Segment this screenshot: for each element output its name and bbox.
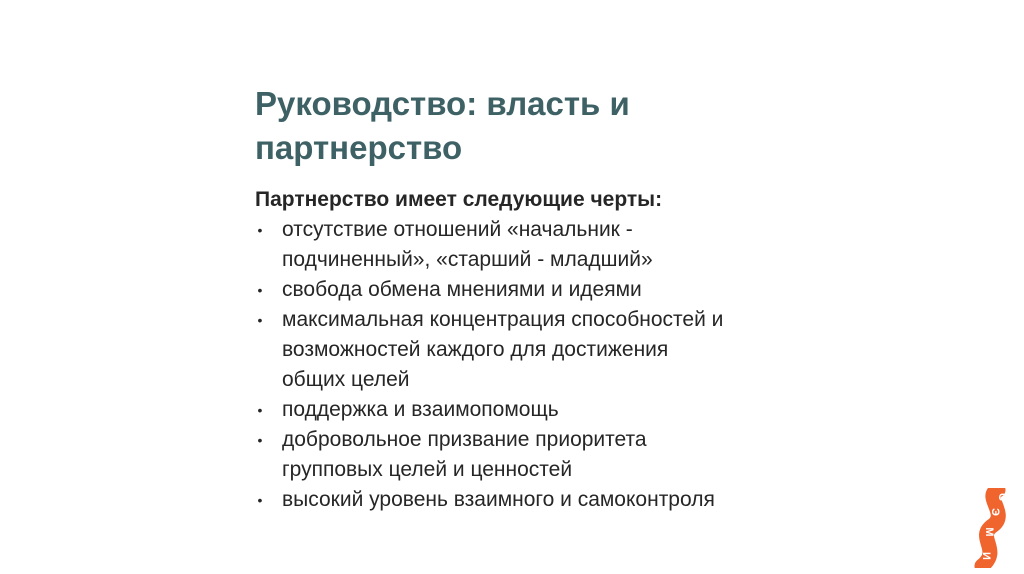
bullet-dot-icon: • — [257, 432, 263, 448]
bullet-dot-icon: • — [257, 492, 263, 508]
logo-letter: М — [983, 527, 996, 537]
bullet-item — [255, 305, 835, 395]
bullet-line: отсутствие отношений «начальник - — [282, 218, 633, 241]
bullet-text — [282, 395, 835, 425]
bullet-line: общих целей — [282, 368, 410, 391]
bullet-dot-icon: • — [257, 222, 263, 238]
bullet-line: свобода обмена мнениями и идеями — [282, 278, 642, 301]
bullet-item — [255, 395, 835, 425]
bullet-line: высокий уровень взаимного и самоконтроля — [282, 488, 715, 511]
bullet-line: добровольное призвание приоритета — [282, 428, 647, 451]
bullet-text — [282, 425, 835, 485]
bullet-dot-icon: • — [257, 282, 263, 298]
bullet-text — [282, 275, 835, 305]
imes-logo-icon — [962, 488, 1022, 568]
bullet-line: подчиненный», «старший - младший» — [282, 248, 653, 271]
bullet-item — [255, 215, 835, 275]
bullet-dot-icon: • — [257, 402, 263, 418]
lead-text: Партнерство имеет следующие черты: — [255, 188, 663, 211]
bullet-line: возможностей каждого для достижения — [282, 338, 669, 361]
slide-content — [255, 185, 835, 515]
slide-title-line-1: Руководство: власть и — [255, 85, 630, 122]
bullet-text — [282, 305, 835, 395]
bullet-line: групповых целей и ценностей — [282, 458, 573, 481]
logo-letter: И — [980, 552, 993, 560]
bullet-dot-icon: • — [257, 312, 263, 328]
bullet-line: поддержка и взаимопомощь — [282, 398, 559, 421]
logo-letter: Э — [989, 508, 1002, 516]
bullet-text — [282, 485, 835, 515]
bullet-list — [255, 215, 835, 515]
bullet-line: максимальная концентрация способностей и — [282, 308, 724, 331]
bullet-text — [282, 215, 835, 275]
bullet-item — [255, 485, 835, 515]
logo-letter: С — [996, 493, 1009, 501]
bullet-item — [255, 425, 835, 485]
slide-title — [255, 82, 815, 170]
bullet-item — [255, 275, 835, 305]
slide-title-line-2: партнерство — [255, 129, 463, 166]
